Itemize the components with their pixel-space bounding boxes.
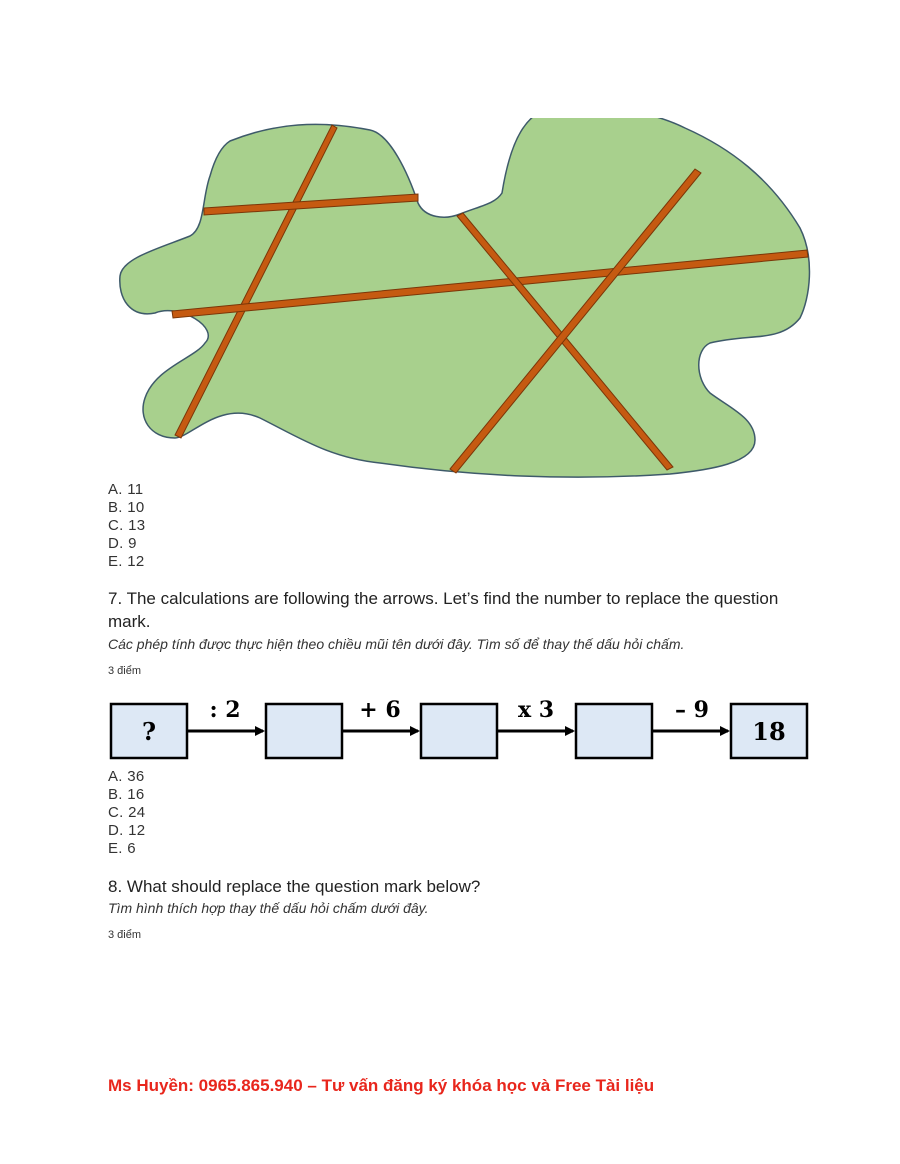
option-d[interactable]: D. 9 [108,535,137,552]
calculation-chain [108,693,813,763]
question7-options [108,768,145,858]
chain-box-label-5: 18 [752,717,786,746]
option-d[interactable]: D. 12 [108,822,146,839]
option-a[interactable]: A. 11 [108,481,144,498]
land-sticks-figure [110,118,815,480]
option-e[interactable]: E. 12 [108,553,145,570]
option-c[interactable]: C. 13 [108,517,146,534]
chain-operation-4: – 9 [675,697,709,723]
option-b[interactable]: B. 16 [108,786,145,803]
question8-points: 3 điểm [108,929,142,941]
footer-contact: Ms Huyền: 0965.865.940 – Tư vấn đăng ký khóa học và Free Tài liệu [108,1076,655,1095]
question7-points: 3 điểm [108,665,142,677]
option-e[interactable]: E. 6 [108,840,136,857]
question7-title: 7. The calculations are following the arrows. Let’s find the number to replace the question mark. [108,589,779,631]
chain-box-3 [421,704,497,758]
chain-operation-3: x 3 [517,697,555,723]
chain-box-2 [266,704,342,758]
option-b[interactable]: B. 10 [108,499,145,516]
question8-title: 8. What should replace the question mark below? [108,877,481,896]
green-land-shape [120,118,810,477]
option-c[interactable]: C. 24 [108,804,146,821]
question7-subtitle: Các phép tính được thực hiện theo chiều mũi tên dưới đây. Tìm số để thay thế dấu hỏi chấm. [108,636,685,652]
question6-options [108,481,145,571]
chain-box-4 [576,704,652,758]
chain-box-label-1: ? [141,717,157,746]
option-a[interactable]: A. 36 [108,768,145,785]
question8-subtitle: Tìm hình thích hợp thay thế dấu hỏi chấm dưới đây. [108,900,429,916]
chain-operation-2: + 6 [359,697,401,723]
chain-operation-1: : 2 [209,697,241,723]
